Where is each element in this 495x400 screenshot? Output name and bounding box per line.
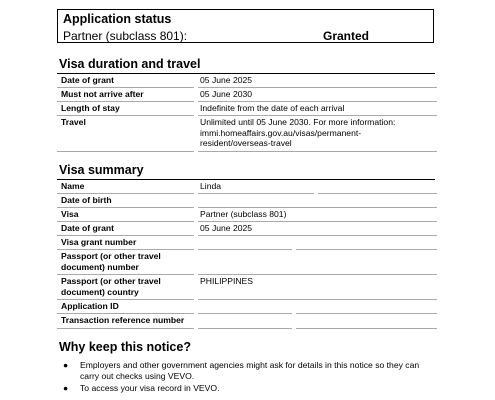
row-divider [198, 274, 437, 275]
row-divider [57, 299, 194, 300]
row-divider [198, 87, 437, 88]
row-label: Visa [61, 209, 79, 219]
row-value: 05 June 2025 [200, 223, 253, 233]
row-divider [198, 221, 437, 222]
row-divider [57, 235, 194, 236]
row-label: Passport (or other travel document) number [61, 251, 161, 272]
row-divider [296, 249, 437, 250]
duration-section-title: Visa duration and travel [59, 57, 201, 71]
summary-section-title: Visa summary [59, 163, 144, 177]
row-divider [198, 115, 437, 116]
why-bullet-text: Employers and other government agencies might ask for details in this notice so they can carry out checks using VEVO. [80, 360, 420, 381]
status-visa-label: Partner (subclass 801): [63, 29, 188, 43]
row-value: PHILIPPINES [200, 276, 254, 286]
row-label: Travel [61, 117, 86, 127]
why-bullet-text: To access your visa record in VEVO. [80, 383, 220, 393]
row-divider [57, 115, 194, 116]
row-divider [57, 221, 194, 222]
row-divider [57, 313, 194, 314]
row-divider [57, 193, 194, 194]
row-divider [198, 299, 437, 300]
row-label: Length of stay [61, 103, 120, 113]
why-section-title: Why keep this notice? [59, 340, 191, 354]
duration-section-rule [57, 73, 435, 74]
row-divider [57, 274, 194, 275]
application-status-box [57, 9, 434, 43]
row-label: Visa grant number [61, 237, 137, 247]
row-value: Linda [200, 181, 222, 191]
status-title: Application status [63, 12, 172, 26]
row-divider [318, 193, 437, 194]
row-label: Transaction reference number [61, 315, 185, 325]
row-divider [296, 328, 437, 329]
row-label: Date of birth [61, 195, 112, 205]
row-label: Application ID [61, 301, 119, 311]
row-value: Partner (subclass 801) [200, 209, 287, 219]
row-value: 05 June 2025 [200, 75, 253, 85]
row-divider [57, 328, 194, 329]
row-label: Date of grant [61, 75, 114, 85]
row-divider [198, 235, 437, 236]
row-divider [57, 249, 194, 250]
row-divider [198, 328, 292, 329]
row-label: Must not arrive after [61, 89, 144, 99]
row-divider [296, 313, 437, 314]
row-label: Date of grant [61, 223, 114, 233]
row-label: Passport (or other travel document) country [61, 276, 161, 297]
row-value: Unlimited until 05 June 2030. For more information: immi.homeaffairs.gov.au/visas/permanent-resident/overseas-travel [200, 117, 396, 148]
row-divider [198, 249, 292, 250]
status-value: Granted [323, 29, 370, 43]
row-value: Indefinite from the date of each arrival [200, 103, 345, 113]
row-divider [57, 101, 194, 102]
row-divider [198, 207, 437, 208]
bullet-dot-icon: ● [63, 360, 69, 370]
row-divider [57, 207, 194, 208]
bullet-dot-icon: ● [63, 383, 69, 393]
row-value: 05 June 2030 [200, 89, 253, 99]
row-divider [57, 151, 194, 152]
row-label: Name [61, 181, 85, 191]
row-divider [198, 313, 292, 314]
row-divider [198, 193, 314, 194]
row-divider [198, 101, 437, 102]
row-divider [57, 87, 194, 88]
summary-section-rule [57, 179, 435, 180]
row-divider [198, 151, 437, 152]
